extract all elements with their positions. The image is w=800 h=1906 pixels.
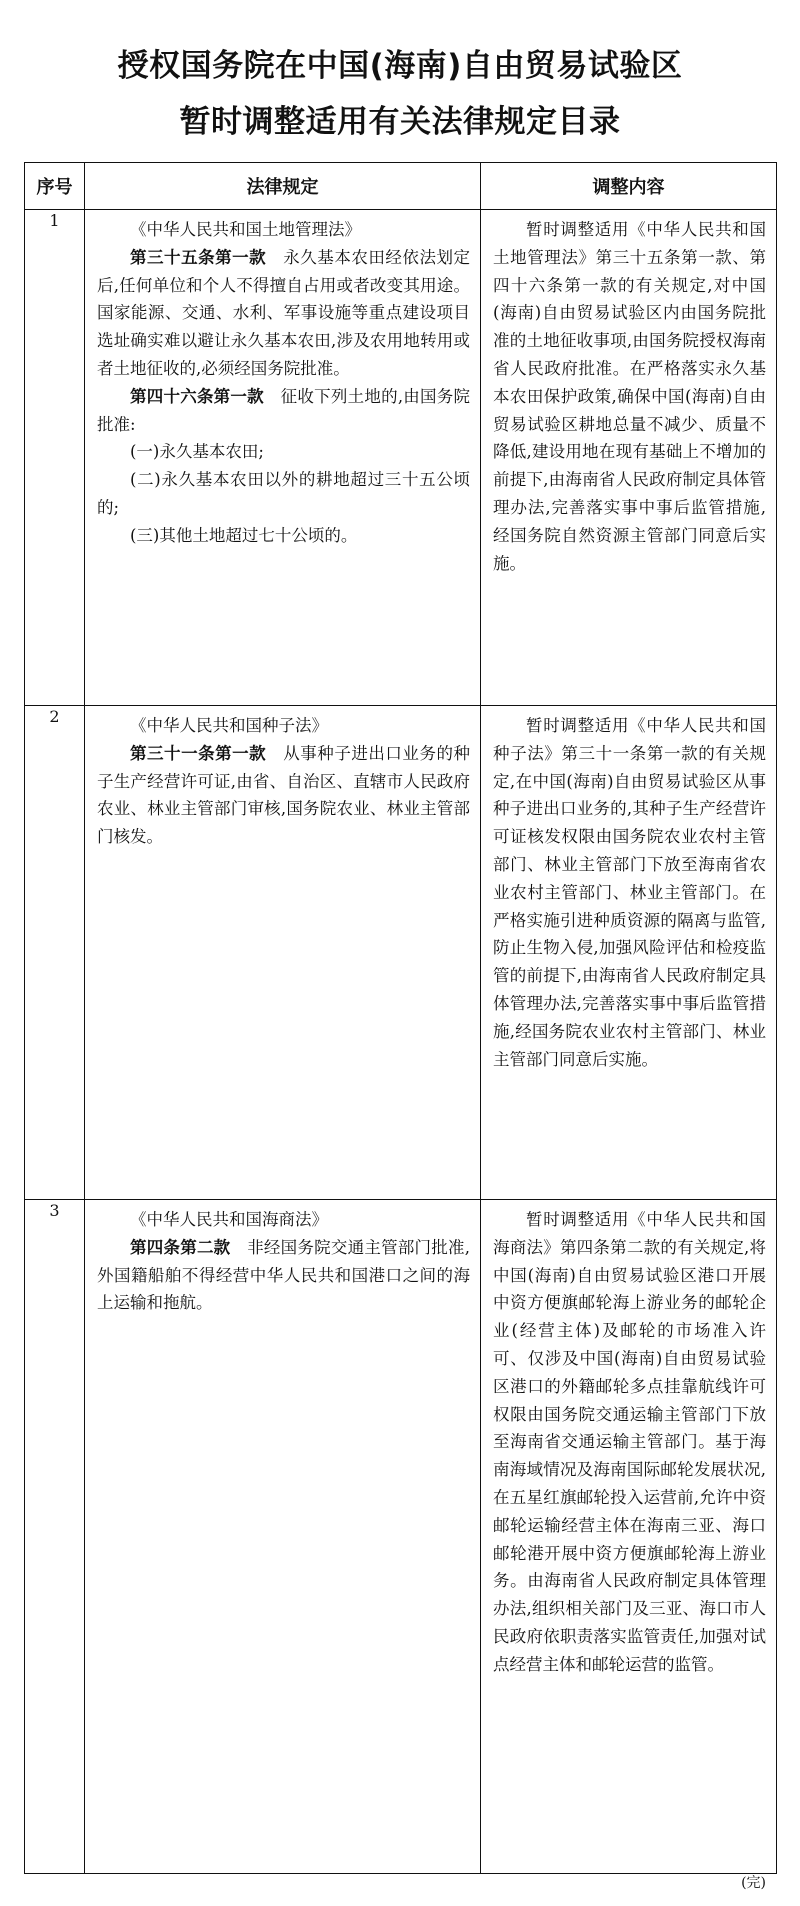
table-row [25,210,777,706]
adjustment-cell [481,706,777,1200]
row-number: 2 [25,706,85,1200]
article-number: 第三十五条第一款 [130,247,267,267]
article-text: 永久基本农田经依法划定后,任何单位和个人不得擅自占用或者改变其用途。国家能源、交通、水利、军事设施等重点建设项目选址确实难以避让永久基本农田,涉及农用地转用或者土地征收的,必须经国务院批准。 [97,247,471,378]
table-row [25,706,777,1200]
document-title-line-1: 授权国务院在中国(海南)自由贸易试验区 [117,48,683,84]
law-name: 《中华人民共和国种子法》 [130,716,328,735]
adjustment-text: 暂时调整适用《中华人民共和国种子法》第三十一条第一款的有关规定,在中国(海南)自由贸易试验区从事种子进出口业务的,其种子生产经营许可证核发权限由国务院农业农村主管部门、林业主管部门下放至海南省农业农村主管部门、林业主管部门。在严格实施引进种质资源的隔离与监管,防止生物入侵,加强风险评估和检疫监管的前提下,由海南省人民政府制定具体管理办法,完善落实事中事后监管措施,经国务院农业农村主管部门、林业主管部门同意后实施。 [493,716,766,1069]
adjustment-text: 暂时调整适用《中华人民共和国土地管理法》第三十五条第一款、第四十六条第一款的有关规定,对中国(海南)自由贸易试验区内由国务院批准的土地征收事项,由国务院授权海南省人民政府批准。在严格落实永久基本农田保护政策,确保中国(海南)自由贸易试验区耕地总量不减少、质量不降低,建设用地在现有基础上不增加的前提下,由海南省人民政府制定具体管理办法,完善落实事中事后监管措施,经国务院自然资源主管部门同意后实施。 [493,220,766,573]
law-item: (一)永久基本农田; [130,442,264,462]
article-text: 从事种子进出口业务的种子生产经营许可证,由省、自治区、直辖市人民政府农业、林业主管部门审核,国务院农业、林业主管部门核发。 [97,743,471,847]
header-adjustment: 调整内容 [481,163,777,210]
article-text: 非经国务院交通主管部门批准,外国籍船舶不得经营中华人民共和国港口之间的海上运输和拖航。 [97,1237,471,1313]
adjustment-text: 暂时调整适用《中华人民共和国海商法》第四条第二款的有关规定,将中国(海南)自由贸易试验区港口开展中资方便旗邮轮海上游业务的邮轮企业(经营主体)及邮轮的市场准入许可、仅涉及中国(海南)自由贸易试验区港口的外籍邮轮多点挂靠航线许可权限由国务院交通运输主管部门下放至海南省交通运输主管部门。基于海南海域情况及海南国际邮轮发展状况,在五星红旗邮轮投入运营前,允许中资邮轮运输经营主体在海南三亚、海口邮轮港开展中资方便旗邮轮海上游业务。由海南省人民政府制定具体管理办法,组织相关部门及三亚、海口市人民政府依职责落实监管责任,加强对试点经营主体和邮轮运营的监管。 [493,1210,766,1674]
row-number: 1 [25,210,85,706]
article-text: 征收下列土地的,由国务院批准: [97,386,471,434]
article-number: 第四条第二款 [130,1237,231,1257]
law-name: 《中华人民共和国土地管理法》 [130,220,361,239]
article-number: 第四十六条第一款 [130,386,264,406]
header-law: 法律规定 [85,163,481,210]
table-row [25,1200,777,1874]
adjustment-table [24,162,777,1874]
law-article [97,740,470,851]
law-name: 《中华人民共和国海商法》 [130,1210,328,1229]
law-article [97,383,470,439]
article-number: 第三十一条第一款 [130,743,267,763]
law-article [97,244,470,383]
adjustment-cell [481,210,777,706]
table-header-row [25,163,777,210]
header-number: 序号 [25,163,85,210]
law-item: (二)永久基本农田以外的耕地超过三十五公顷的; [97,470,470,517]
document-title-line-2: 暂时调整适用有关法律规定目录 [179,104,621,140]
law-cell [85,706,481,1200]
law-cell [85,210,481,706]
law-item: (三)其他土地超过七十公顷的。 [130,525,358,545]
adjustment-cell [481,1200,777,1874]
row-number: 3 [25,1200,85,1874]
law-cell [85,1200,481,1874]
end-mark: (完) [741,1875,766,1891]
law-article [97,1234,470,1317]
